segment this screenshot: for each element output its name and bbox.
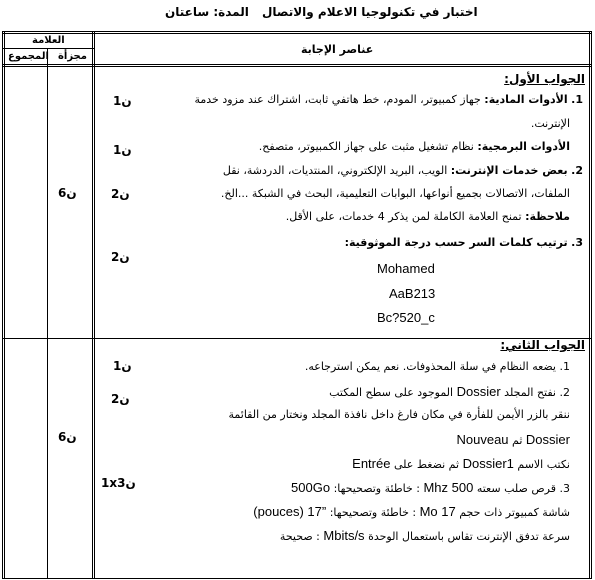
q2-item3-l1-a: قرص صلب سعته [476, 482, 556, 495]
mark-q1-4: 2ن [111, 250, 130, 264]
q1-item2-cont: الملفات، الاتصالات بجميع أنواعها، البوابات التعليمية، البحث في الشبكة ...الخ. [220, 187, 570, 200]
q2-item2 [329, 384, 570, 399]
q1-software-text: نظام تشغيل مثبت على جهاز الكمبيوتر، متصفح. [258, 140, 474, 153]
q2-item2-word: Dossier [456, 384, 501, 399]
q1-item2 [223, 164, 583, 177]
q1-item1 [194, 93, 583, 106]
q2-item2-line4 [352, 456, 570, 471]
q1-item2-num: 2. [571, 164, 583, 177]
q2-item2-pre: نفتح المجلد [504, 386, 556, 399]
answers-header: عناصر الإجابة [301, 43, 374, 56]
q2-item2-line3 [456, 432, 570, 447]
grade-header: العلامة [32, 35, 65, 46]
q2-item2-l3-a: Dossier [525, 432, 570, 447]
mark-q2-total: 6ن [58, 430, 77, 444]
mark-q1-total: 6ن [58, 186, 77, 200]
q1-item1-label: الأدوات المادية: [484, 93, 568, 106]
q1-software-label: الأدوات البرمجية: [477, 140, 570, 153]
q2-item3-l2-a: شاشة كمبيوتر ذات حجم [459, 506, 570, 519]
password-2: AaB213 [389, 286, 436, 301]
q2-item3-l1-d: 500Go [291, 480, 331, 495]
q1-item1-cont: الإنترنت. [530, 117, 570, 130]
q2-item2-l3-b: ثم [512, 434, 523, 447]
q2-item3-l1-c: : خاطئة وتصحيحها: [333, 482, 420, 495]
q2-item2-l4-b: Dossier1 [462, 456, 514, 471]
q2-item3-l2-e: (pouces) [253, 504, 304, 519]
q2-item1-text: يضعه النظام في سلة المحذوفات. نعم يمكن استرجاعه. [304, 360, 556, 373]
q1-item3-num: 3. [571, 236, 583, 249]
q2-item2-l4-c: ثم نضغط على [393, 458, 460, 471]
q2-item3-num: 3. [559, 482, 570, 495]
q2-item3-l1-b: 500 Mhz [423, 480, 474, 495]
exam-title: اختبار في تكنولوجيا الاعلام والاتصال [262, 5, 478, 19]
q2-item3-l3-b: Mbits/s [323, 528, 365, 543]
q2-item3-l3-c: : صحيحة [279, 530, 320, 543]
q2-item2-post: الموجود على سطح المكتب [329, 386, 454, 399]
q1-note [286, 210, 570, 223]
q2-item2-l4-d: Entrée [352, 456, 391, 471]
q1-software [259, 140, 570, 153]
password-3: Bc?520_c [377, 310, 435, 325]
q2-item2-num: 2. [559, 386, 570, 399]
q2-item3-l2-c: : خاطئة وتصحيحها: [329, 506, 417, 519]
q2-item3 [291, 480, 570, 495]
q1-item3 [345, 236, 583, 249]
q2-item2-line2: ننقر بالزر الأيمن للفأرة في مكان فارغ داخل نافذة المجلد ونختار من القائمة [228, 408, 570, 421]
q2-item3-l2-b: 17 Mo [419, 504, 456, 519]
q2-title: الجواب الثاني: [500, 338, 585, 352]
q1-note-label: ملاحظة: [525, 210, 570, 223]
mark-q1-1: 1ن [113, 94, 132, 108]
q1-item3-label: ترتيب كلمات السر حسب درجة الموثوقية: [344, 236, 568, 249]
q1-item1-num: 1. [571, 93, 583, 106]
q2-item2-l3-c: Nouveau [456, 432, 509, 447]
mark-q2-3: 1x3ن [101, 476, 136, 490]
q2-item3-l3-a: سرعة تدفق الإنترنت تقاس باستعمال الوحدة [368, 530, 570, 543]
q1-item1-text: جهاز كمبيوتر، المودم، خط هاتفي ثابت، اشتراك عند مزود خدمة [194, 93, 481, 106]
exam-duration: المدة: ساعتان [165, 5, 249, 19]
q1-item2-text: الويب، البريد الإلكتروني، المنتديات، الدردشة، نقل [222, 164, 448, 177]
total-header: المجموع [8, 51, 49, 62]
q2-item3-l2-d: ”17 [307, 504, 327, 519]
q1-note-text: تمنح العلامة الكاملة لمن يذكر 4 خدمات، على الأقل. [285, 210, 522, 223]
q2-item3-line3 [280, 528, 570, 543]
partial-header: مجزأة [58, 51, 87, 62]
q1-title: الجواب الأول: [504, 72, 585, 86]
mark-q2-1: 1ن [113, 359, 132, 373]
mark-q2-2: 2ن [111, 392, 130, 406]
mark-q1-2: 1ن [113, 143, 132, 157]
q1-item2-label: بعض خدمات الإنترنت: [450, 164, 568, 177]
q2-item3-line2 [253, 504, 570, 519]
password-1: Mohamed [377, 261, 435, 276]
q2-item2-l4-a: نكتب الاسم [517, 458, 570, 471]
q2-item1 [305, 360, 570, 373]
q2-item1-num: 1. [559, 360, 570, 373]
mark-q1-3: 2ن [111, 187, 130, 201]
